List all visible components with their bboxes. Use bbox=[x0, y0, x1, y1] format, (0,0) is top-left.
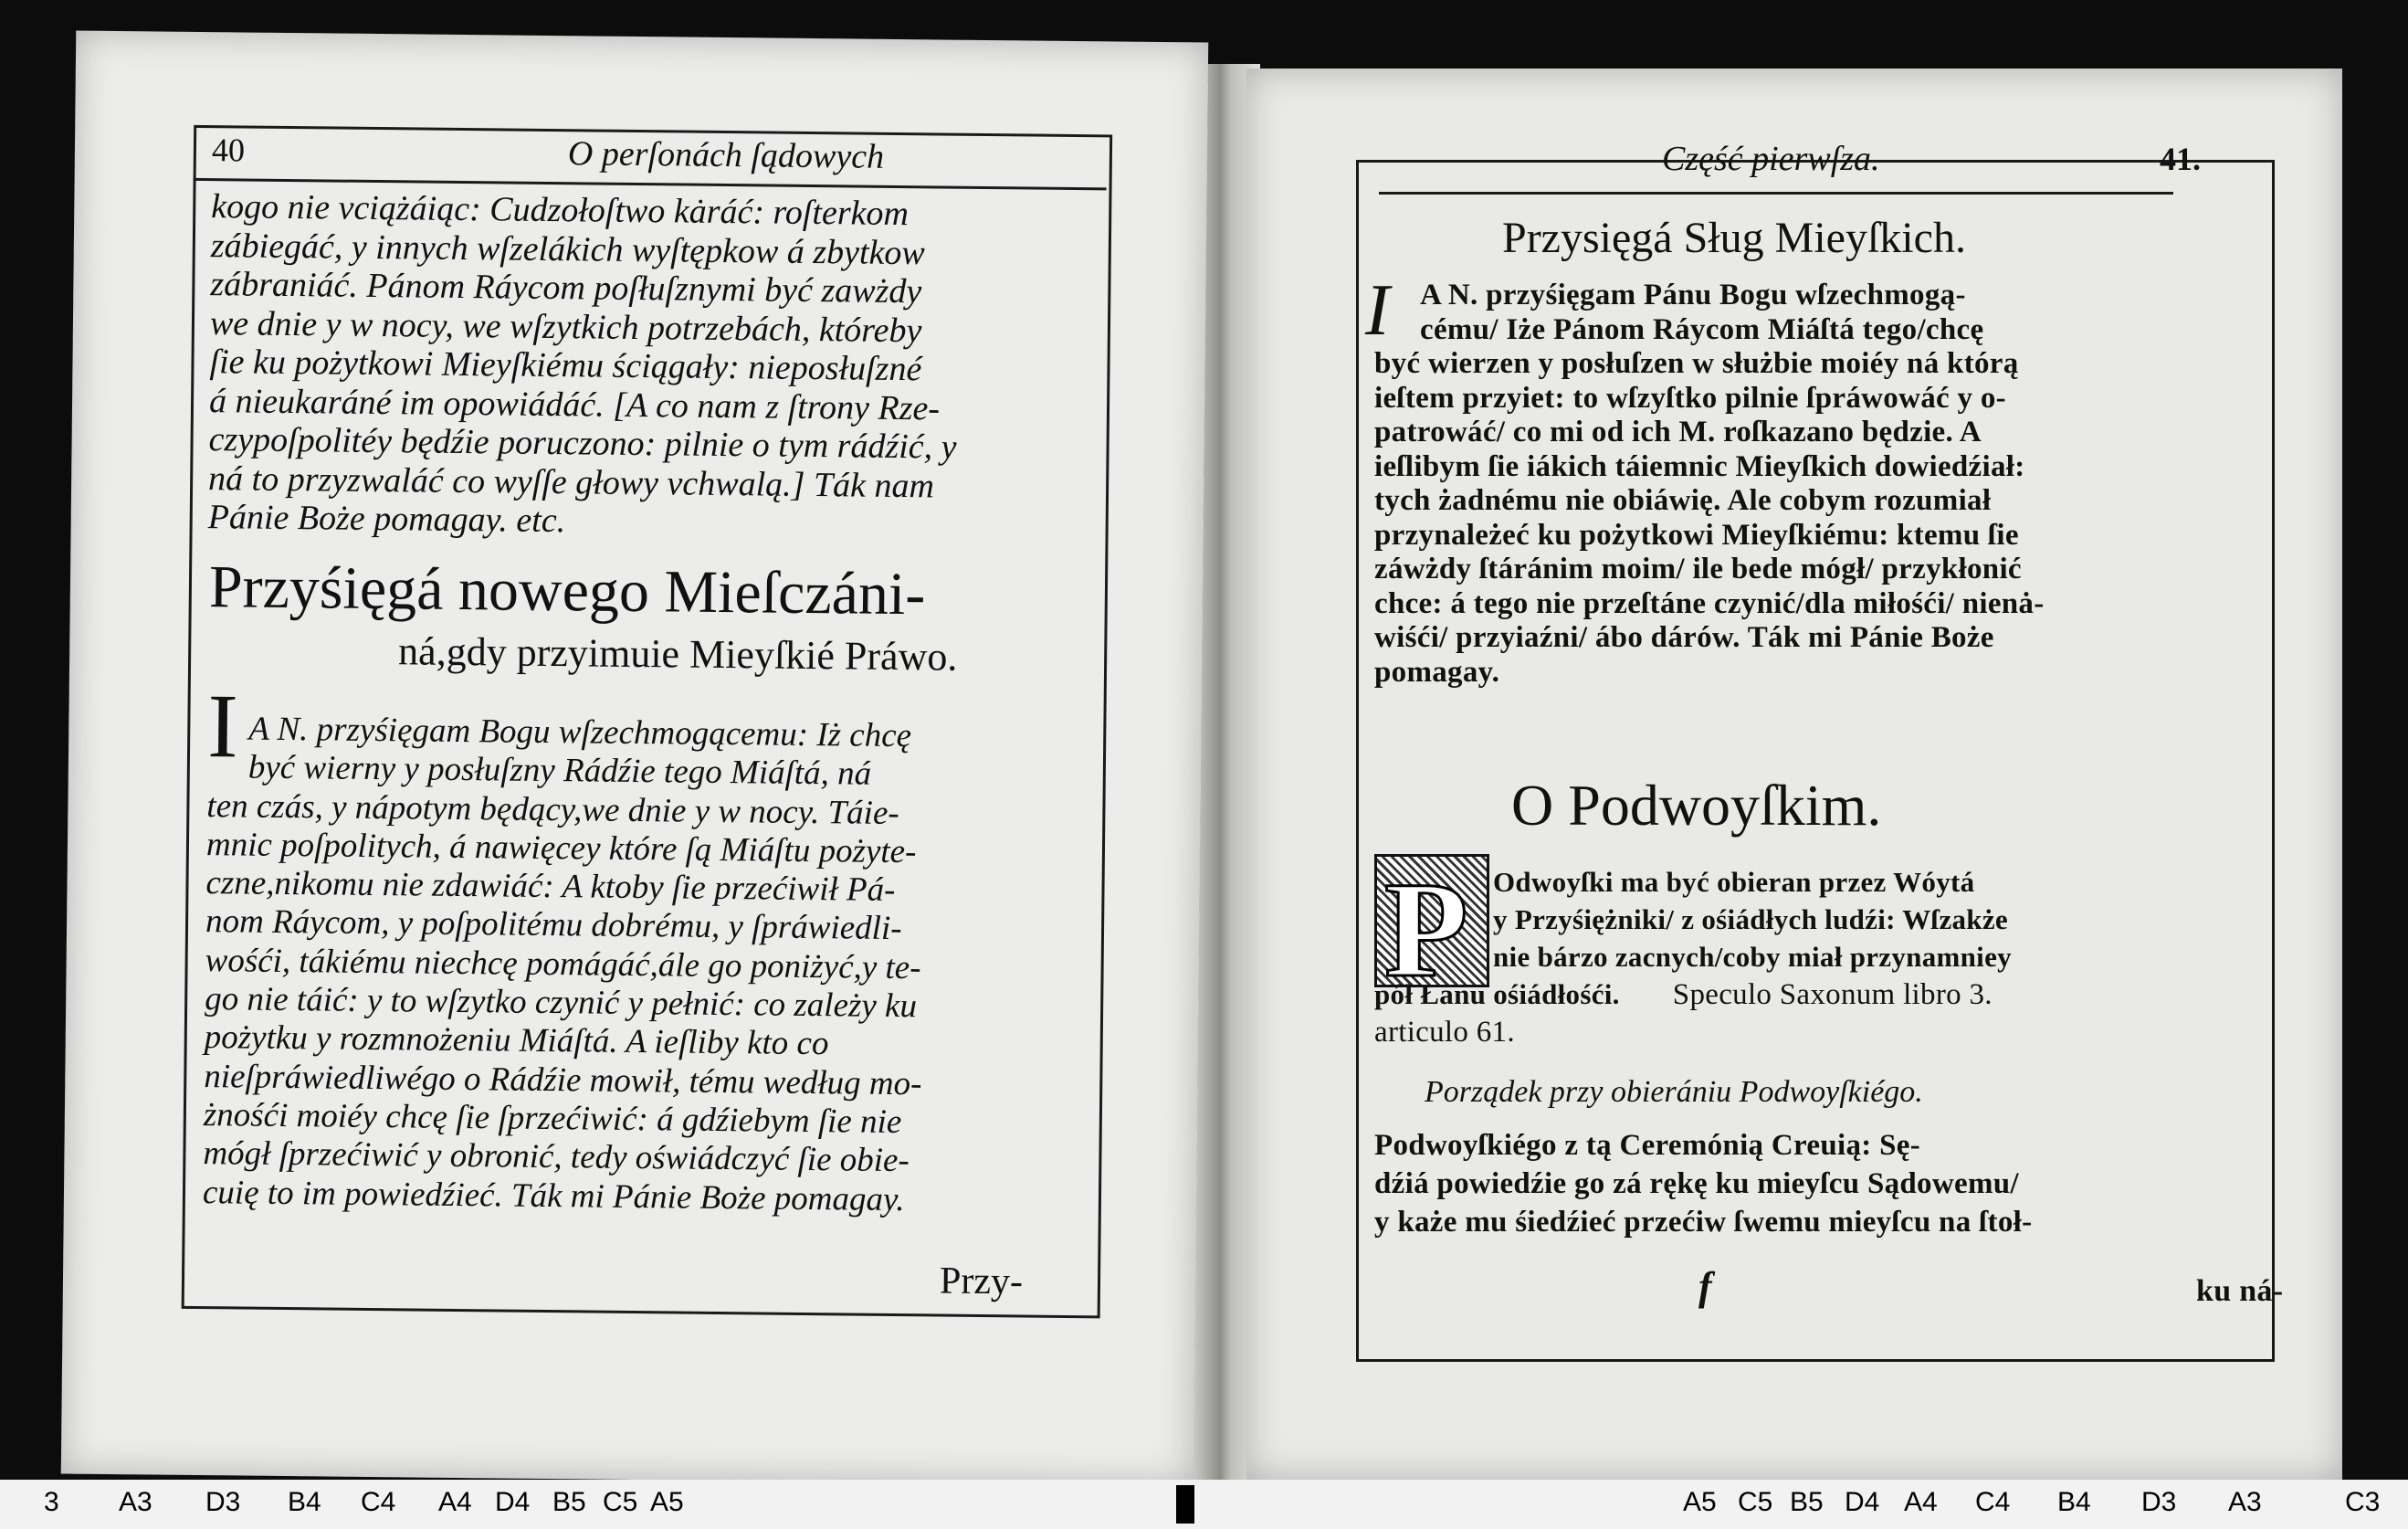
text-line: mógł ſprzećiwić y obronić, tedy oświádczyć ſie obie- bbox=[203, 1134, 910, 1180]
text-line: záwżdy ſtáránim moim/ ile bede mógł/ przykłonić bbox=[1374, 553, 2022, 585]
text-line: ſie ku pożytkowi Mieyſkiému ściągały: nieposłuſzné bbox=[209, 343, 922, 389]
left-page bbox=[61, 31, 1208, 1486]
dropcap-letter: P bbox=[1384, 854, 1468, 1006]
text-line: przynależeć ku pożytkowi Mieyſkiému: ktemu ſie bbox=[1374, 518, 2019, 552]
strip-label: C5 bbox=[603, 1487, 638, 1517]
left-oath-continuation bbox=[208, 187, 960, 544]
right-page-number: 41. bbox=[2160, 141, 2201, 177]
text-line: A N. przyśięgam Bogu wſzechmogącemu: Iż chcę bbox=[248, 710, 912, 755]
strip-label: D4 bbox=[1845, 1487, 1880, 1517]
text-line: nie bárzo zacnych/coby miał przynamniey bbox=[1493, 941, 2012, 973]
right-ceremony bbox=[1374, 1126, 2032, 1241]
right-running-head: Część pierwſza. bbox=[1662, 140, 1880, 178]
strip-label: C4 bbox=[1975, 1487, 2011, 1517]
right-heading-podwoyski: O Podwoyſkim. bbox=[1511, 773, 1882, 838]
text-line: czne,nikomu nie zdawiáć: A ktoby ſie przećiwił Pá- bbox=[205, 864, 896, 910]
text-line: we dnie y w nocy, we wſzytkich potrzebách, któreby bbox=[209, 303, 922, 350]
strip-marker bbox=[1176, 1485, 1194, 1524]
right-dropcap-1: I bbox=[1365, 270, 1390, 351]
text-line: być wierny y posłuſzny Rádźie tego Miáſtá, ná bbox=[247, 748, 872, 794]
text-line bbox=[1374, 975, 2012, 1014]
text-line: nieſpráwiedliwégo o Rádźie mowił, tému według mo- bbox=[204, 1057, 922, 1102]
text-line: pożytku y rozmnożeniu Miáſtá. A ieſliby kto co bbox=[204, 1018, 829, 1063]
strip-label: C3 bbox=[2345, 1487, 2381, 1517]
text-line: nom Ráycom, y poſpolitému dobrému, y ſpráwiedli- bbox=[205, 902, 902, 948]
text-line: cému/ Iże Pánom Ráycom Miáſtá tego/chcę bbox=[1420, 312, 1984, 346]
text-line: wiśći/ przyiaźni/ ábo dárów. Ták mi Pánie Boże bbox=[1374, 621, 1994, 654]
right-page bbox=[1246, 69, 2342, 1480]
strip-label: C4 bbox=[361, 1487, 396, 1517]
text-line: dźiá powiedźie go zá rękę ku mieyſcu Sądowemu/ bbox=[1374, 1167, 2019, 1200]
strip-label: A4 bbox=[438, 1487, 472, 1517]
text-line: być wierzen y posłuſzen w służbie moiéy ná którą bbox=[1374, 347, 2019, 380]
citation: Speculo Saxonum libro 3. bbox=[1672, 978, 1993, 1011]
text-line: y Przyśiężniki/ z ośiádłych ludźi: Wſzakże bbox=[1493, 903, 2008, 935]
strip-label: D3 bbox=[2141, 1487, 2177, 1517]
text-line: czypoſpolitéy będźie poruczono: pilnie o tym rádźić, y bbox=[208, 420, 957, 467]
right-catchword: ku ná- bbox=[2196, 1274, 2284, 1308]
left-heading-line1: Przyśięgá nowego Mieſczáni- bbox=[208, 554, 926, 628]
text-line: ten czás, y nápotym będący,we dnie y w nocy. Táie- bbox=[206, 786, 899, 832]
strip-label: B5 bbox=[552, 1487, 586, 1517]
text-line: mnic poſpolitych, á nawięcey które ſą Miáſtu pożyte- bbox=[205, 825, 917, 871]
strip-label: C5 bbox=[1738, 1487, 1773, 1517]
text-line: wośći, tákiému niechcę pomágáć,ále go poniżyć,y te- bbox=[205, 941, 921, 987]
right-porzadek-heading: Porządek przy obierániu Podwoyſkiégo. bbox=[1425, 1075, 1923, 1109]
left-catchword: Przy- bbox=[939, 1260, 1024, 1303]
text-line: A N. przyśięgam Pánu Bogu wſzechmogą- bbox=[1420, 279, 1966, 311]
text-line: tych żadnému nie obiáwię. Ale cobym rozumiał bbox=[1374, 484, 1992, 517]
strip-label: D4 bbox=[495, 1487, 531, 1517]
text-line: żnośći moiéy chcę ſie ſprzećiwić: á gdźiebym ſie nie bbox=[203, 1096, 902, 1142]
text-line: pomagay. bbox=[1374, 655, 1500, 689]
left-page-number: 40 bbox=[211, 132, 246, 169]
right-heading-servants-oath: Przysięgá Sług Mieyſkich. bbox=[1502, 214, 1966, 262]
strip-label: A3 bbox=[2228, 1487, 2262, 1517]
text-line: Podwoyſkiégo z tą Ceremónią Creuią: Sę- bbox=[1374, 1129, 1920, 1162]
right-signature-mark: f bbox=[1698, 1264, 1712, 1309]
text-line: zábraniáć. Pánom Ráycom poſłuſznymi być zawżdy bbox=[210, 265, 922, 311]
strip-label: D3 bbox=[205, 1487, 241, 1517]
strip-label: A4 bbox=[1904, 1487, 1938, 1517]
right-servants-oath bbox=[1374, 279, 2045, 690]
left-running-head: O perſonách ſądowych bbox=[567, 134, 885, 176]
right-podwoyski-text bbox=[1374, 863, 2012, 1051]
text-line: zábiegáć, y innych wſzelákich wyſtępkow á zbytkow bbox=[210, 226, 925, 272]
strip-label: A5 bbox=[650, 1487, 684, 1517]
left-heading-line2: ná,gdy przyimuie Mieyſkié Práwo. bbox=[397, 628, 958, 680]
text-line: chce: á tego nie przeſtáne czynić/dla miłośći/ nienȧ- bbox=[1374, 586, 2045, 620]
text-line: á nieukaráné im opowiádáć. [A co nam z ſtrony Rze- bbox=[208, 381, 941, 427]
strip-label: B4 bbox=[2057, 1487, 2091, 1517]
text-line: patrowáć/ co mi od ich M. roſkazano będzie. A bbox=[1374, 416, 1982, 448]
text-line: ná to przyzwaláć co wyſſe głowy vchwalą.] Ták nam bbox=[207, 459, 935, 505]
left-dropcap: I bbox=[206, 675, 239, 777]
text-line: ieſtem przyiet: to wſzyſtko pilnie ſpráwowáć y o- bbox=[1374, 381, 2006, 415]
text-line: Odwoyſki ma być obieran przez Wóytá bbox=[1493, 866, 1975, 898]
strip-label: A3 bbox=[119, 1487, 152, 1517]
left-oath-body bbox=[203, 710, 926, 1219]
text-line: go nie táić: y to wſzytko czynić y pełnić: co zależy ku bbox=[204, 980, 918, 1026]
strip-label: B5 bbox=[1790, 1487, 1824, 1517]
text-line: cuię to im powiedźieć. Ták mi Pánie Boże pomagay. bbox=[202, 1173, 905, 1218]
text-line: y każe mu śiedźieć przećiw ſwemu mieyſcu na ſtoł- bbox=[1374, 1206, 2033, 1239]
text-line: ieſlibym ſie iákich táiemnic Mieyſkich dowiedźiał: bbox=[1374, 449, 2025, 483]
text-line: Pánie Boże pomagay. etc. bbox=[207, 498, 566, 541]
strip-label: A5 bbox=[1683, 1487, 1717, 1517]
right-head-rule bbox=[1379, 192, 2173, 195]
text-bold: pół Łanu ośiádłośći. bbox=[1374, 978, 1620, 1010]
strip-label: B4 bbox=[288, 1487, 321, 1517]
text-line: kogo nie vciążáiąc: Cudzołoſtwo kȧráć: roſterkom bbox=[211, 187, 910, 234]
strip-label: 3 bbox=[44, 1487, 59, 1517]
citation-article: articulo 61. bbox=[1374, 1016, 1515, 1049]
microfilm-label-strip bbox=[0, 1480, 2408, 1529]
